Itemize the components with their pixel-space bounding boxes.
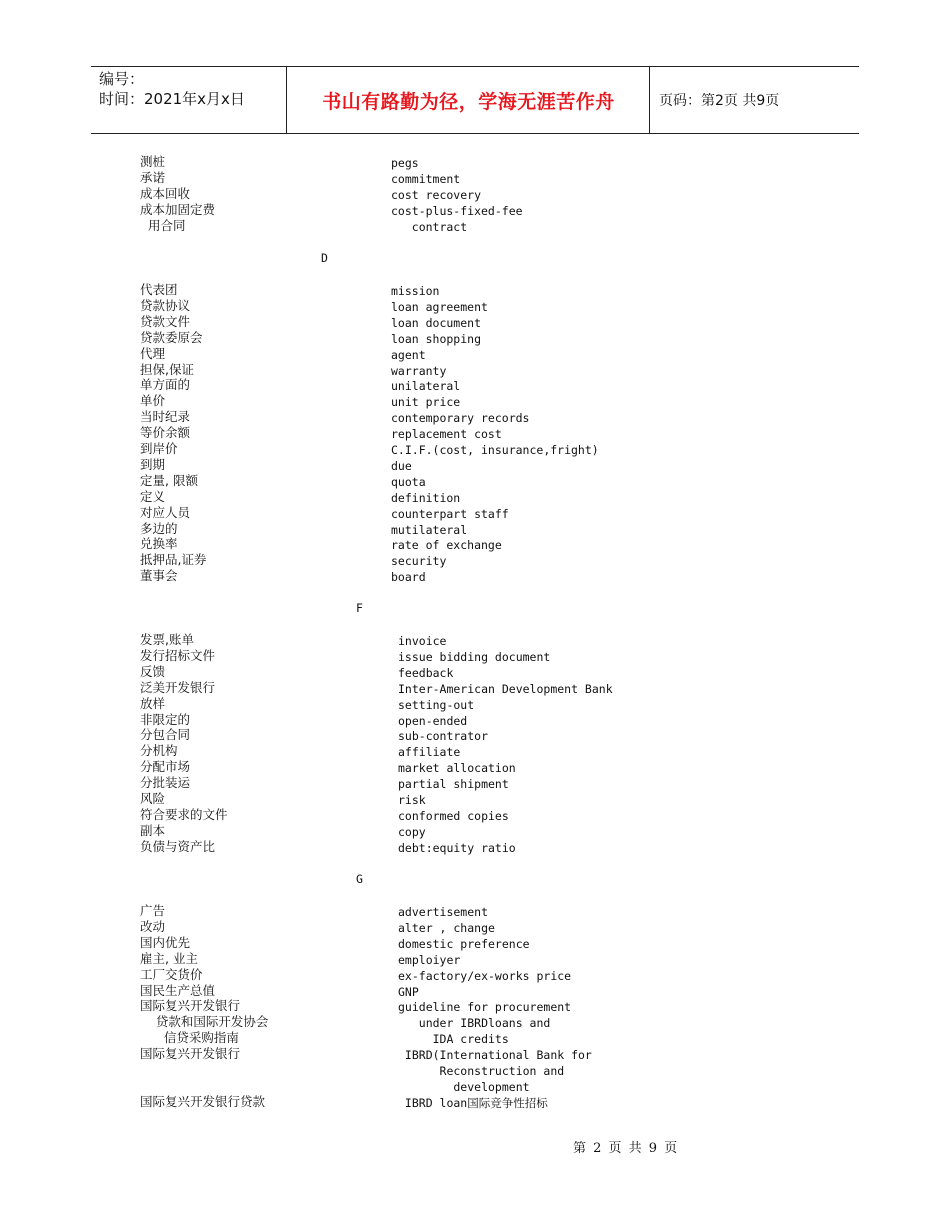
term-english: mutilateral bbox=[391, 522, 468, 537]
term-chinese: 代理 bbox=[140, 345, 166, 361]
term-chinese: 反馈 bbox=[140, 663, 166, 679]
header-meta bbox=[99, 69, 245, 109]
term-chinese: 国际复兴开发银行 bbox=[140, 998, 241, 1014]
header-motto: 书山有路勤为径，学海无涯苦作舟 bbox=[322, 91, 615, 113]
term-english: open-ended bbox=[398, 713, 468, 728]
term-english: issue bidding document bbox=[398, 649, 551, 664]
term-chinese: 单方面的 bbox=[140, 377, 191, 393]
term-chinese: 贷款协议 bbox=[140, 297, 191, 313]
term-english: replacement cost bbox=[391, 427, 502, 442]
term-english: development bbox=[398, 1079, 530, 1094]
term-english: alter , change bbox=[398, 920, 495, 935]
term-chinese: 定义 bbox=[140, 488, 166, 504]
term-chinese: 测桩 bbox=[140, 154, 166, 169]
term-english: warranty bbox=[391, 363, 447, 378]
term-english: ex-factory/ex-works price bbox=[398, 968, 572, 983]
number-label: 编号： bbox=[99, 70, 145, 88]
term-chinese: 发票,账单 bbox=[140, 632, 194, 647]
term-english: board bbox=[391, 570, 426, 585]
term-english: loan document bbox=[391, 315, 482, 330]
term-english: copy bbox=[398, 824, 426, 839]
term-english: IBRD loan国际竞争性招标 bbox=[398, 1095, 548, 1110]
term-english: Reconstruction and bbox=[398, 1064, 565, 1078]
term-chinese: 贷款委原会 bbox=[140, 329, 203, 345]
section-letter: D bbox=[321, 251, 328, 265]
term-chinese: 成本回收 bbox=[140, 185, 191, 201]
term-chinese: 雇主, 业主 bbox=[140, 950, 198, 966]
term-chinese: 当时纪录 bbox=[140, 409, 191, 425]
term-english: C.I.F.(cost, insurance,fright) bbox=[391, 443, 599, 457]
term-chinese: 到岸价 bbox=[140, 441, 178, 456]
term-english: rate of exchange bbox=[391, 538, 502, 553]
term-english: loan agreement bbox=[391, 299, 488, 314]
term-english: risk bbox=[398, 793, 426, 807]
term-chinese: 分包合同 bbox=[140, 727, 191, 743]
term-english: pegs bbox=[391, 156, 419, 170]
term-chinese: 发行招标文件 bbox=[140, 647, 216, 663]
term-english: conformed copies bbox=[398, 808, 509, 823]
term-chinese: 抵押品,证券 bbox=[140, 552, 207, 568]
term-chinese: 副本 bbox=[140, 822, 166, 838]
term-english: security bbox=[391, 554, 447, 569]
term-chinese: 定量, 限额 bbox=[140, 472, 198, 488]
term-chinese: 兑换率 bbox=[140, 536, 178, 552]
term-english: market allocation bbox=[398, 761, 516, 776]
term-english: counterpart staff bbox=[391, 506, 509, 521]
term-chinese: 国内优先 bbox=[140, 934, 191, 950]
term-english: quota bbox=[391, 474, 426, 489]
term-english: IBRD(International Bank for bbox=[398, 1048, 592, 1063]
term-chinese: 对应人员 bbox=[140, 504, 191, 520]
term-chinese: 贷款和国际开发协会 bbox=[140, 1014, 269, 1030]
term-chinese: 等价余额 bbox=[140, 425, 191, 441]
term-chinese: 代表团 bbox=[140, 282, 178, 297]
term-chinese: 改动 bbox=[140, 918, 166, 934]
term-chinese: 负债与资产比 bbox=[140, 838, 216, 854]
term-english: commitment bbox=[391, 171, 461, 186]
term-chinese: 多边的 bbox=[140, 520, 178, 536]
time-label: 时间：2021年x月x日 bbox=[99, 90, 245, 108]
term-english: cost recovery bbox=[391, 187, 482, 202]
term-english: affiliate bbox=[398, 745, 461, 760]
page-header bbox=[91, 66, 859, 134]
term-chinese: 信贷采购指南 bbox=[140, 1030, 239, 1046]
term-chinese: 分配市场 bbox=[140, 759, 191, 775]
term-english: contemporary records bbox=[391, 411, 530, 426]
term-english: definition bbox=[391, 490, 461, 505]
term-chinese: 成本加固定费 bbox=[140, 201, 216, 217]
term-english: setting-out bbox=[398, 697, 475, 712]
term-chinese: 符合要求的文件 bbox=[140, 806, 228, 822]
term-chinese: 分批装运 bbox=[140, 775, 191, 791]
term-english: unit price bbox=[391, 395, 461, 410]
term-english: advertisement bbox=[398, 905, 489, 919]
term-english: unilateral bbox=[391, 379, 461, 394]
term-chinese: 广告 bbox=[140, 903, 166, 918]
term-chinese: 担保,保证 bbox=[140, 361, 194, 377]
term-chinese: 泛美开发银行 bbox=[140, 679, 216, 695]
term-english: mission bbox=[391, 284, 440, 298]
term-chinese: 董事会 bbox=[140, 568, 178, 584]
header-divider bbox=[649, 67, 650, 133]
header-page-number: 页码：第2页 共9页 bbox=[659, 93, 780, 109]
term-english: cost-plus-fixed-fee bbox=[391, 203, 523, 218]
term-english: agent bbox=[391, 347, 426, 362]
term-english: feedback bbox=[398, 665, 454, 680]
term-english: invoice bbox=[398, 634, 447, 648]
term-chinese: 单价 bbox=[140, 393, 166, 409]
term-english: GNP bbox=[398, 984, 419, 999]
term-english: due bbox=[391, 458, 412, 473]
term-chinese: 国际复兴开发银行 bbox=[140, 1046, 241, 1062]
term-chinese: 分机构 bbox=[140, 743, 178, 759]
term-english: domestic preference bbox=[398, 936, 530, 951]
term-chinese: 到期 bbox=[140, 456, 166, 472]
term-chinese: 贷款文件 bbox=[140, 313, 191, 329]
term-english: under IBRDloans and bbox=[398, 1016, 551, 1031]
term-english: guideline for procurement bbox=[398, 1000, 572, 1015]
term-chinese: 工厂交货价 bbox=[140, 966, 203, 982]
term-english: IDA credits bbox=[398, 1032, 509, 1047]
term-chinese: 承诺 bbox=[140, 169, 166, 185]
term-english: loan shopping bbox=[391, 331, 482, 346]
term-english: contract bbox=[391, 219, 468, 234]
term-chinese: 国民生产总值 bbox=[140, 982, 216, 998]
section-letter: G bbox=[356, 872, 363, 886]
term-chinese: 用合同 bbox=[140, 217, 186, 233]
term-chinese: 国际复兴开发银行贷款 bbox=[140, 1093, 266, 1109]
term-english: sub-contrator bbox=[398, 729, 489, 744]
term-english: partial shipment bbox=[398, 777, 509, 792]
term-chinese: 放样 bbox=[140, 695, 166, 711]
term-chinese: 非限定的 bbox=[140, 711, 191, 727]
section-letter: F bbox=[356, 601, 363, 615]
term-english: Inter-American Development Bank bbox=[398, 681, 613, 696]
term-chinese: 风险 bbox=[140, 791, 166, 806]
term-english: emploiyer bbox=[398, 952, 461, 967]
page-footer: 第 2 页 共 9 页 bbox=[573, 1141, 678, 1156]
term-english: debt:equity ratio bbox=[398, 840, 516, 855]
